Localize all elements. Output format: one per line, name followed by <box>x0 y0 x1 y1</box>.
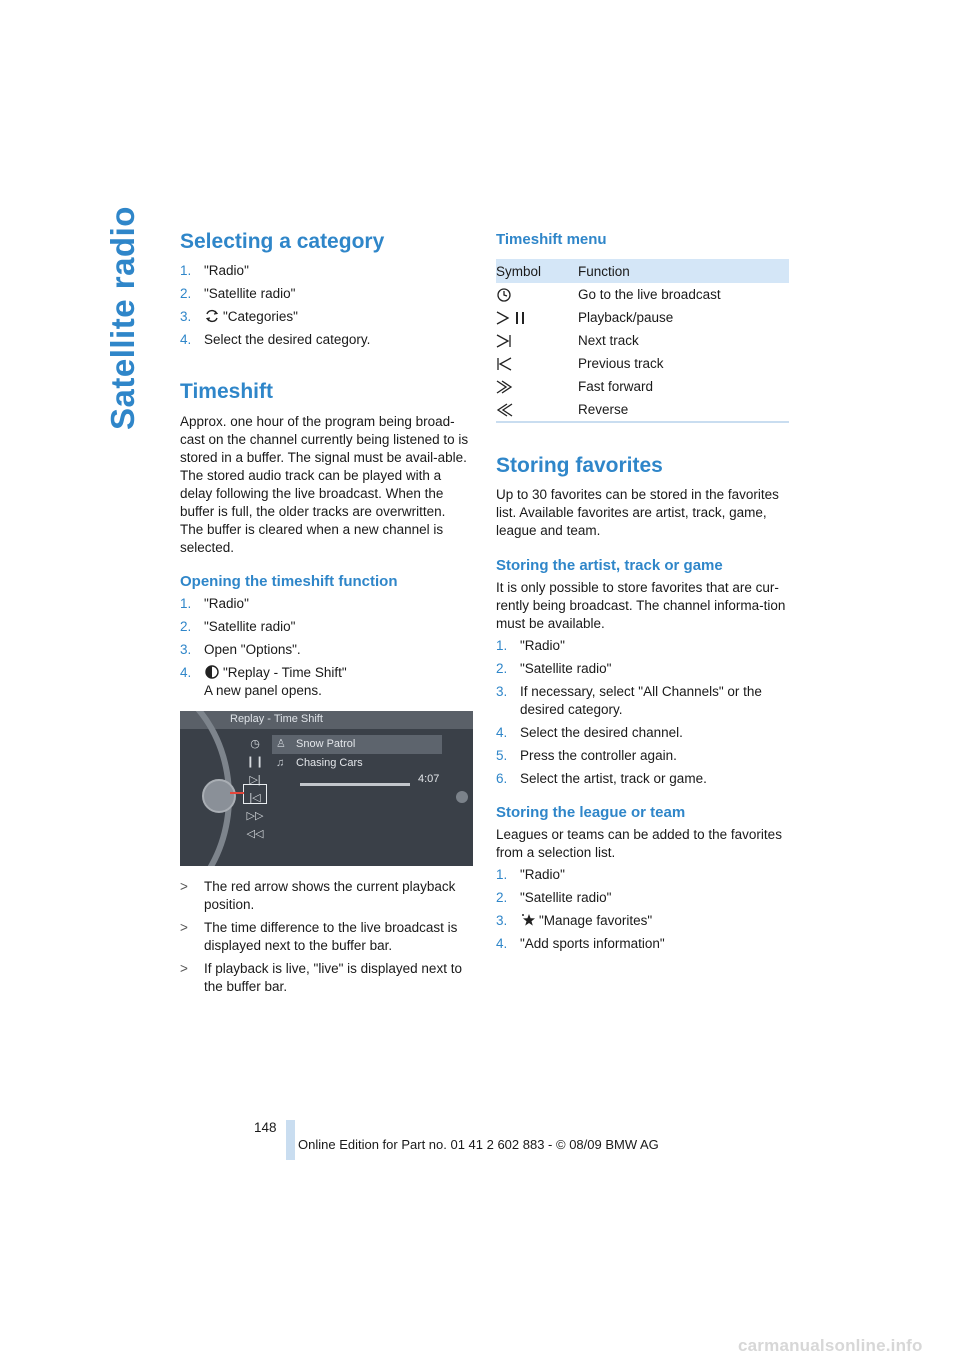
heading-storing-favorites: Storing favorites <box>496 454 663 477</box>
list-item: 3. "Categories" <box>180 309 298 324</box>
timeshift-symbol-table <box>496 259 789 423</box>
next-track-icon: ▷| <box>249 774 261 786</box>
screen-notes <box>180 878 472 1001</box>
live-broadcast-icon: ◷ <box>250 738 260 750</box>
list-item: 1. "Radio" <box>180 263 249 278</box>
screen-track: ♫ Chasing Cars <box>272 754 442 773</box>
artist-icon: ♙ <box>276 738 286 750</box>
list-item: 4. Select the desired channel. <box>496 725 683 740</box>
table-row: Previous track <box>496 352 789 375</box>
footer-edition: Online Edition for Part no. 01 41 2 602 883 - © 08/09 BMW AG <box>298 1137 659 1152</box>
list-item: 5. Press the controller again. <box>496 748 677 763</box>
storing-intro: Up to 30 favorites can be stored in the favorites list. Available favorites are artist, track, game, league and team. <box>496 487 779 538</box>
list-item: 6. Select the artist, track or game. <box>496 771 707 786</box>
screen-info-list <box>272 735 442 773</box>
selected-icon-frame <box>243 784 267 804</box>
note-icon: ♫ <box>276 757 285 769</box>
replay-icon <box>204 665 220 679</box>
list-item: 2. "Satellite radio" <box>180 619 296 634</box>
list-item: 4. Select the desired category. <box>180 332 371 347</box>
fast-forward-icon <box>496 375 578 398</box>
heading-storing-artist: Storing the artist, track or game <box>496 557 723 574</box>
page-number: 148 <box>254 1120 277 1135</box>
list-item: 3. If necessary, select "All Channels" or the desired category. <box>496 684 762 717</box>
side-tab-label: Satellite radio <box>104 206 141 430</box>
list-item: 1. "Radio" <box>496 638 565 653</box>
controller-knob <box>202 779 236 813</box>
table-row: Playback/pause <box>496 306 789 329</box>
play-pause-icon <box>496 306 578 329</box>
favorites-star-icon <box>520 913 536 927</box>
heading-storing-league: Storing the league or team <box>496 804 686 821</box>
category-steps <box>180 262 472 354</box>
previous-track-icon <box>496 352 578 375</box>
reverse-icon: ◁◁ <box>246 828 264 840</box>
list-item: 2. "Satellite radio" <box>496 661 612 676</box>
next-track-icon <box>496 329 578 352</box>
list-item: 4. "Add sports information" <box>496 936 665 951</box>
footer-bar <box>286 1120 295 1160</box>
screen-artist: ♙ Snow Patrol <box>272 735 442 754</box>
list-item: > If playback is live, "live" is displayed next to the buffer bar. <box>180 961 462 994</box>
league-intro: Leagues or teams can be added to the favorites from a selection list. <box>496 827 782 860</box>
fast-forward-icon: ▷▷ <box>246 810 264 822</box>
list-item: > The time difference to the live broadcast is displayed next to the buffer bar. <box>180 920 458 953</box>
buffer-bar <box>300 783 410 786</box>
reverse-icon <box>496 398 578 422</box>
list-item: 3. Open "Options". <box>180 642 301 657</box>
table-row: Next track <box>496 329 789 352</box>
timeshift-screen <box>180 711 473 866</box>
list-item: 1. "Radio" <box>180 596 249 611</box>
play-pause-icon: ❙❙ <box>245 756 265 768</box>
timeshift-intro: Approx. one hour of the program being broad-cast on the channel currently being listened to is stored in a buffer. The signal must be avail-able. The stored audio track can be played with a delay following the live broadcast. When the buffer is full, the older tracks are overwritten. The buffer is cleared when a new channel is selected. <box>180 414 469 555</box>
column-header: Function <box>578 259 789 283</box>
screen-title-bar <box>180 711 473 729</box>
list-item: 2. "Satellite radio" <box>496 890 612 905</box>
table-header-row <box>496 259 789 283</box>
categories-icon <box>204 309 220 323</box>
list-item: 1. "Radio" <box>496 867 565 882</box>
artist-intro: It is only possible to store favorites that are cur-rently being broadcast. The channel informa-tion must be available. <box>496 580 786 631</box>
column-header: Symbol <box>496 259 578 283</box>
table-row: Reverse <box>496 398 789 422</box>
previous-track-icon: |◁ <box>249 792 261 804</box>
table-row: Fast forward <box>496 375 789 398</box>
heading-timeshift-menu: Timeshift menu <box>496 231 607 248</box>
list-item: 2. "Satellite radio" <box>180 286 296 301</box>
table-row: Go to the live broadcast <box>496 283 789 306</box>
screen-title: Replay - Time Shift <box>230 713 323 725</box>
list-item: 4. "Replay - Time Shift" A new panel opens. <box>180 665 347 698</box>
heading-opening-timeshift: Opening the timeshift function <box>180 573 398 590</box>
playback-position-arrow <box>230 792 244 794</box>
league-steps <box>496 866 789 958</box>
list-item: > The red arrow shows the current playback position. <box>180 879 456 912</box>
watermark: carmanualsonline.info <box>738 1336 923 1355</box>
screen-time: 4:07 <box>418 773 440 785</box>
heading-selecting-category: Selecting a category <box>180 230 385 253</box>
heading-timeshift: Timeshift <box>180 380 273 403</box>
open-steps <box>180 595 472 705</box>
artist-steps <box>496 637 789 793</box>
screen-right-button <box>456 791 468 803</box>
live-broadcast-icon <box>496 283 578 306</box>
side-tab <box>104 206 156 430</box>
list-item: 3. "Manage favorites" <box>496 913 653 928</box>
